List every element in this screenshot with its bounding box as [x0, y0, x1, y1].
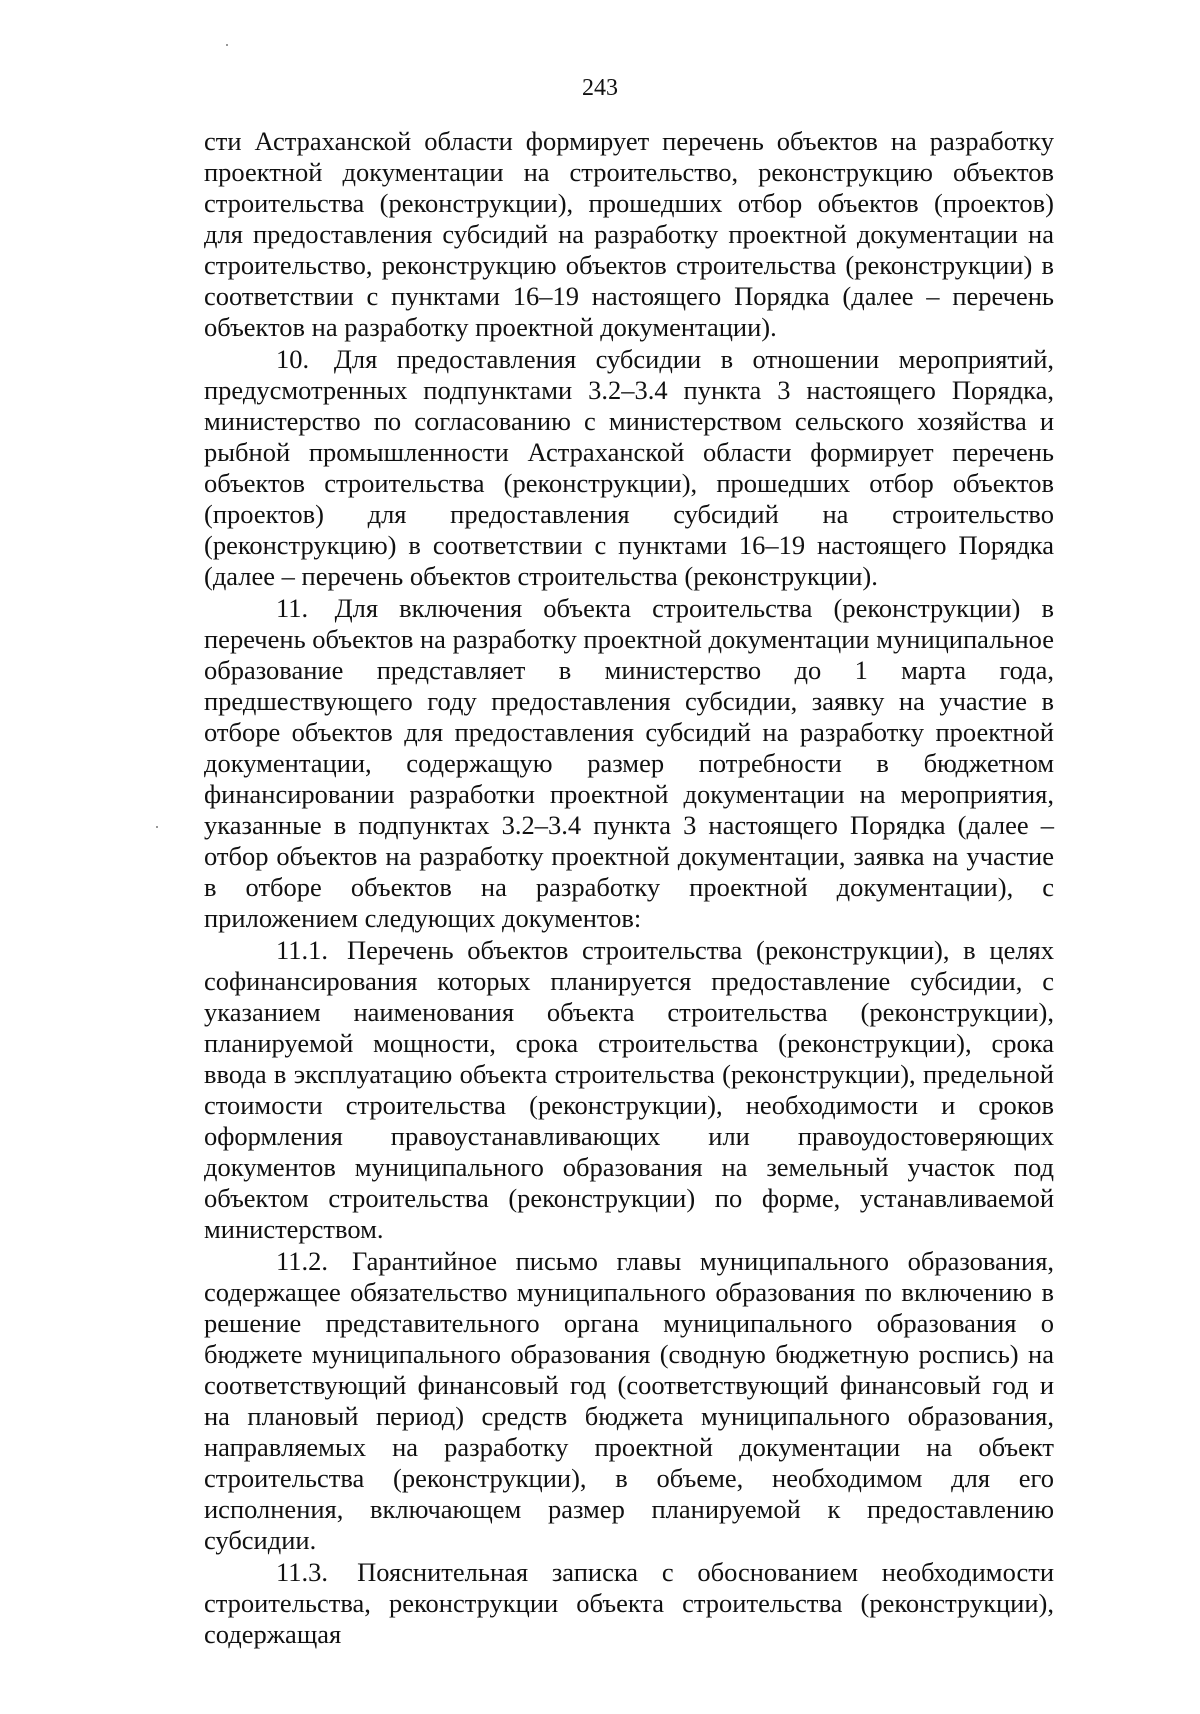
- paragraph-text: Для включения объекта строительства (реконструкции) в перечень объектов на разработку проектной документации муниципальное образование представляет в министерство до 1 марта года, предшествующего году предоставления субсидии, заявку на участие в отборе объектов для предоставления субсидий на разработку проектной документации, содержащую размер потребности в бюджетном финансировании разработки проектной документации на мероприятия, указанные в подпунктах 3.2–3.4 пункта 3 настоящего Порядка (далее – отбор объектов на разработку проектной документации, заявка на участие в отборе объектов на разработку проектной документации), с приложением следующих документов:: [204, 593, 1054, 933]
- paragraph-number: 11.: [276, 593, 309, 623]
- paragraph-text: Перечень объектов строительства (реконструкции), в целях софинансирования которых планируется предоставление субсидии, с указанием наименования объекта строительства (реконструкции), планируемой мощности, срока строительства (реконструкции), срока ввода в эксплуатацию объекта строительства (реконструкции), предельной стоимости строительства (реконструкции), необходимости и сроков оформления правоустанавливающих или правоудостоверяющих документов муниципального образования на земельный участок под объектом строительства (реконструкции) по форме, устанавливаемой министерством.: [204, 935, 1054, 1244]
- paragraph-text: сти Астраханской области формирует перечень объектов на разработку проектной документации на строительство, реконструкцию объектов строительства (реконструкции), прошедших отбор объектов (проектов) для предоставления субсидий на разработку проектной документации на строительство, реконструкцию объектов строительства (реконструкции) в соответствии с пунктами 16–19 настоящего Порядка (далее – перечень объектов на разработку проектной документации).: [204, 126, 1054, 342]
- paragraph-number: 11.2.: [276, 1246, 329, 1276]
- paragraph-10: [204, 344, 1054, 592]
- paragraph-number: 11.1.: [276, 935, 329, 965]
- paragraph-11: [204, 593, 1054, 934]
- scan-speck: [226, 44, 228, 46]
- page-number: 243: [582, 75, 618, 101]
- paragraph-number: 10.: [276, 344, 310, 374]
- scan-speck: [156, 826, 158, 828]
- paragraph-11-2: [204, 1246, 1054, 1556]
- paragraph-text: Пояснительная записка с обоснованием необходимости строительства, реконструкции объекта строительства (реконструкции), содержащая: [204, 1557, 1055, 1649]
- paragraph-text: Гарантийное письмо главы муниципального образования, содержащее обязательство муниципального образования по включению в решение представительного органа муниципального образования о бюджете муниципального образования (сводную бюджетную роспись) на соответствующий финансовый год (соответствующий финансовый год и на плановый период) средств бюджета муниципального образования, направляемых на разработку проектной документации на объект строительства (реконструкции), в объеме, необходимом для его исполнения, включающем размер планируемой к предоставлению субсидии.: [204, 1246, 1055, 1555]
- document-body: [204, 126, 1054, 1651]
- paragraph-number: 11.3.: [276, 1557, 329, 1587]
- paragraph-11-1: [204, 935, 1054, 1245]
- paragraph-11-3: [204, 1557, 1054, 1650]
- paragraph-continuation: [204, 126, 1054, 343]
- paragraph-text: Для предоставления субсидии в отношении мероприятий, предусмотренных подпунктами 3.2–3.4 пункта 3 настоящего Порядка, министерство по согласованию с министерством сельского хозяйства и рыбной промышленности Астраханской области формирует перечень объектов строительства (реконструкции), прошедших отбор объектов (проектов) для предоставления субсидий на строительство (реконструкцию) в соответствии с пунктами 16–19 настоящего Порядка (далее – перечень объектов строительства (реконструкции).: [204, 344, 1055, 591]
